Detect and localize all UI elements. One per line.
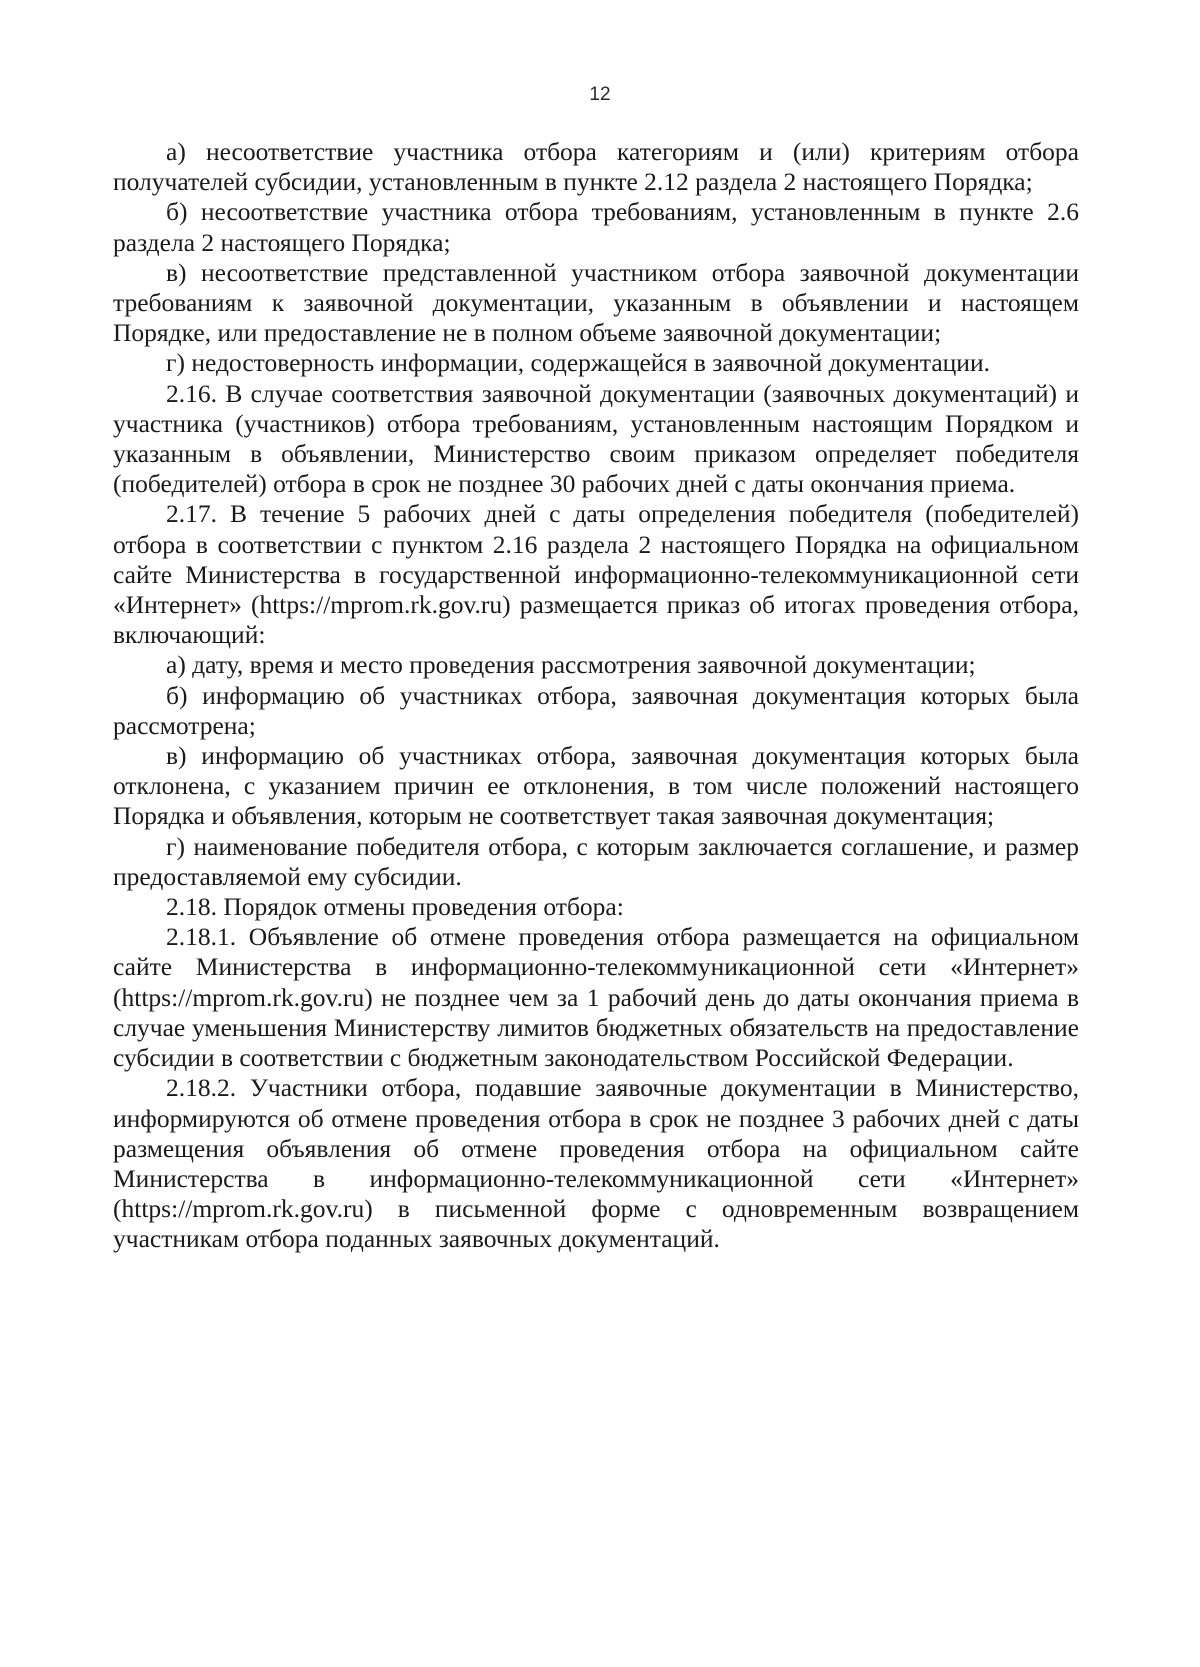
paragraph-clause-b-requirements: б) несоответствие участника отбора требованиям, установленным в пункте 2.6 раздела 2 настоящего Порядка; bbox=[113, 197, 1079, 257]
paragraph-list-a-date: а) дату, время и место проведения рассмотрения заявочной документации; bbox=[166, 650, 976, 680]
paragraph-section-2-18-1: 2.18.1. Объявление об отмене проведения отбора размещается на официальном сайте Министерства в информационно-телекоммуникационной сети «Интернет» (https://mprom.rk.gov.ru) не позднее чем за 1 рабочий день до даты окончания приема в случае уменьшения Министерству лимитов бюджетных обязательств на предоставление субсидии в соответствии с бюджетным законодательством Российской Федерации. bbox=[113, 922, 1079, 1073]
paragraph-clause-v-documentation: в) несоответствие представленной участником отбора заявочной документации требованиям к заявочной документации, указанным в объявлении и настоящем Порядке, или предоставление не в полном объеме заявочной документации; bbox=[113, 257, 1079, 348]
paragraph-section-2-16: 2.16. В случае соответствия заявочной документации (заявочных документаций) и участника (участников) отбора требованиям, установленным настоящим Порядком и указанным в объявлении, Министерство своим приказом определяет победителя (победителей) отбора в срок не позднее 30 рабочих дней с даты окончания приема. bbox=[113, 378, 1079, 499]
paragraph-section-2-18-2: 2.18.2. Участники отбора, подавшие заявочные документации в Министерство, информируются об отмене проведения отбора в срок не позднее 3 рабочих дней с даты размещения объявления об отмене проведения отбора на официальном сайте Министерства в информационно-телекоммуникационной сети «Интернет» (https://mprom.rk.gov.ru) в письменной форме с одновременным возвращением участникам отбора поданных заявочных документаций. bbox=[113, 1073, 1079, 1254]
paragraph-clause-g-reliability: г) недостоверность информации, содержащейся в заявочной документации. bbox=[166, 348, 990, 378]
paragraph-list-v-rejected: в) информацию об участниках отбора, заявочная документация которых была отклонена, с указанием причин ее отклонения, в том числе положений настоящего Порядка и объявления, которым не соответствует такая заявочная документация; bbox=[113, 741, 1079, 831]
document-body bbox=[113, 137, 1079, 1255]
paragraph-clause-a-criteria: а) несоответствие участника отбора категориям и (или) критериям отбора получателей субсидии, установленным в пункте 2.12 раздела 2 настоящего Порядка; bbox=[113, 137, 1079, 197]
paragraph-list-b-reviewed: б) информацию об участниках отбора, заявочная документация которых была рассмотрена; bbox=[113, 680, 1079, 740]
page-number: 12 bbox=[589, 84, 611, 105]
paragraph-section-2-17: 2.17. В течение 5 рабочих дней с даты определения победителя (победителей) отбора в соответствии с пунктом 2.16 раздела 2 настоящего Порядка на официальном сайте Министерства в государственной информационно-телекоммуникационной сети «Интернет» (https://mprom.rk.gov.ru) размещается приказ об итогах проведения отбора, включающий: bbox=[113, 499, 1079, 650]
paragraph-list-g-winner: г) наименование победителя отбора, с которым заключается соглашение, и размер предоставляемой ему субсидии. bbox=[113, 831, 1079, 891]
paragraph-section-2-18: 2.18. Порядок отмены проведения отбора: bbox=[166, 892, 624, 922]
